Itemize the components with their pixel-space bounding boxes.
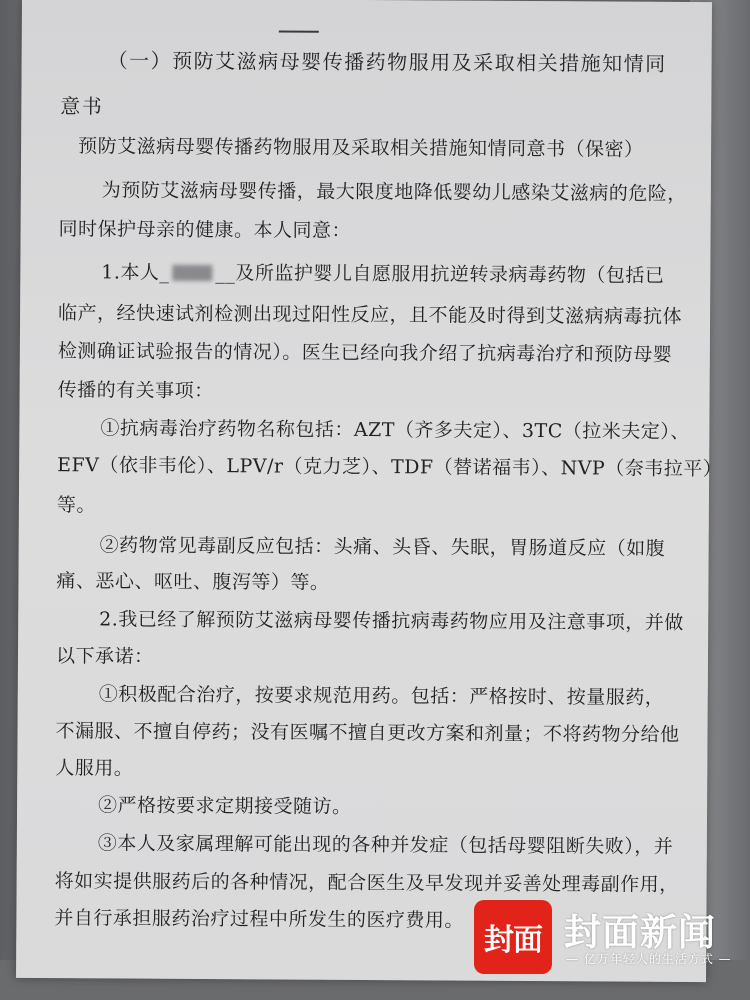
intro-line-1: 为预防艾滋病母婴传播，最大限度地降低婴幼儿感染艾滋病的危险， xyxy=(101,179,687,205)
item-1-suffix: __及所监护婴儿自愿服用抗逆转录病毒药物（包括已 xyxy=(215,262,665,287)
promise-2-line-1: ②严格按要求定期接受随访。 xyxy=(98,794,352,818)
item-1-line-2: 临产，经快速试剂检测出现过阳性反应，且不能及时得到艾滋病病毒抗体 xyxy=(58,302,683,328)
item-1-line-1 xyxy=(101,257,664,287)
redacted-name xyxy=(172,265,212,281)
item-1-line-4: 传播的有关事项： xyxy=(57,379,214,403)
drug-list-line-1: ①抗病毒治疗药物名称包括：AZT（齐多夫定）、3TC（拉米夫定）、 xyxy=(100,417,690,443)
intro-line-2: 同时保护母亲的健康。本人同意： xyxy=(58,218,352,242)
promise-3-line-3: 并自行承担服药治疗过程中所发生的医疗费用。 xyxy=(54,907,464,932)
document-title-line-2: 意书 xyxy=(60,94,104,119)
item-1-line-3: 检测确证试验报告的情况）。医生已经向我介绍了抗病毒治疗和预防母婴 xyxy=(57,340,673,366)
promise-1-line-1: ①积极配合治疗，按要求规范用药。包括：严格按时、按量服药， xyxy=(98,683,665,709)
promise-1-line-3: 人服用。 xyxy=(55,757,134,780)
promise-3-line-1: ③本人及家属理解可能出现的各种并发症（包括母婴阻断失败），并 xyxy=(97,832,674,858)
side-effects-line-1: ②药物常见毒副反应包括：头痛、头昏、失眠，胃肠道反应（如腹 xyxy=(99,534,666,560)
watermark-slogan: — 亿万年轻人的生活方式 — xyxy=(566,952,732,966)
drug-list-line-3: 等。 xyxy=(56,494,96,517)
watermark-badge: 封面 xyxy=(474,900,552,974)
item-1-prefix: 1.本人_ xyxy=(101,261,170,284)
document-title-line-1: （一）预防艾滋病母婴传播药物服用及采取相关措施知情同 xyxy=(107,48,667,76)
promise-1-line-2: 不漏服、不擅自停药；没有医嘱不擅自更改方案和剂量；不将药物分给他 xyxy=(55,720,680,746)
watermark-name: 封面新闻 xyxy=(564,911,716,954)
drug-list-line-2: EFV（依非韦伦）、LPV/r（克力芝）、TDF（替诺福韦）、NVP（奈韦拉平） xyxy=(57,454,723,481)
item-2-line-2: 以下承诺： xyxy=(55,645,154,668)
top-rule xyxy=(279,30,319,32)
item-2-line-1: 2.我已经了解预防艾滋病母婴传播抗病毒药物应用及注意事项，并做 xyxy=(99,608,684,634)
promise-3-line-2: 将如实提供服药后的各种情况，配合医生及早发现并妥善处理毒副作用， xyxy=(54,870,679,896)
side-effects-line-2: 痛、恶心、呕吐、腹泻等）等。 xyxy=(56,570,330,594)
document-subtitle: 预防艾滋病母婴传播药物服用及采取相关措施知情同意书（保密） xyxy=(78,135,644,161)
watermark-logo xyxy=(474,900,734,976)
document-paper xyxy=(16,0,723,982)
